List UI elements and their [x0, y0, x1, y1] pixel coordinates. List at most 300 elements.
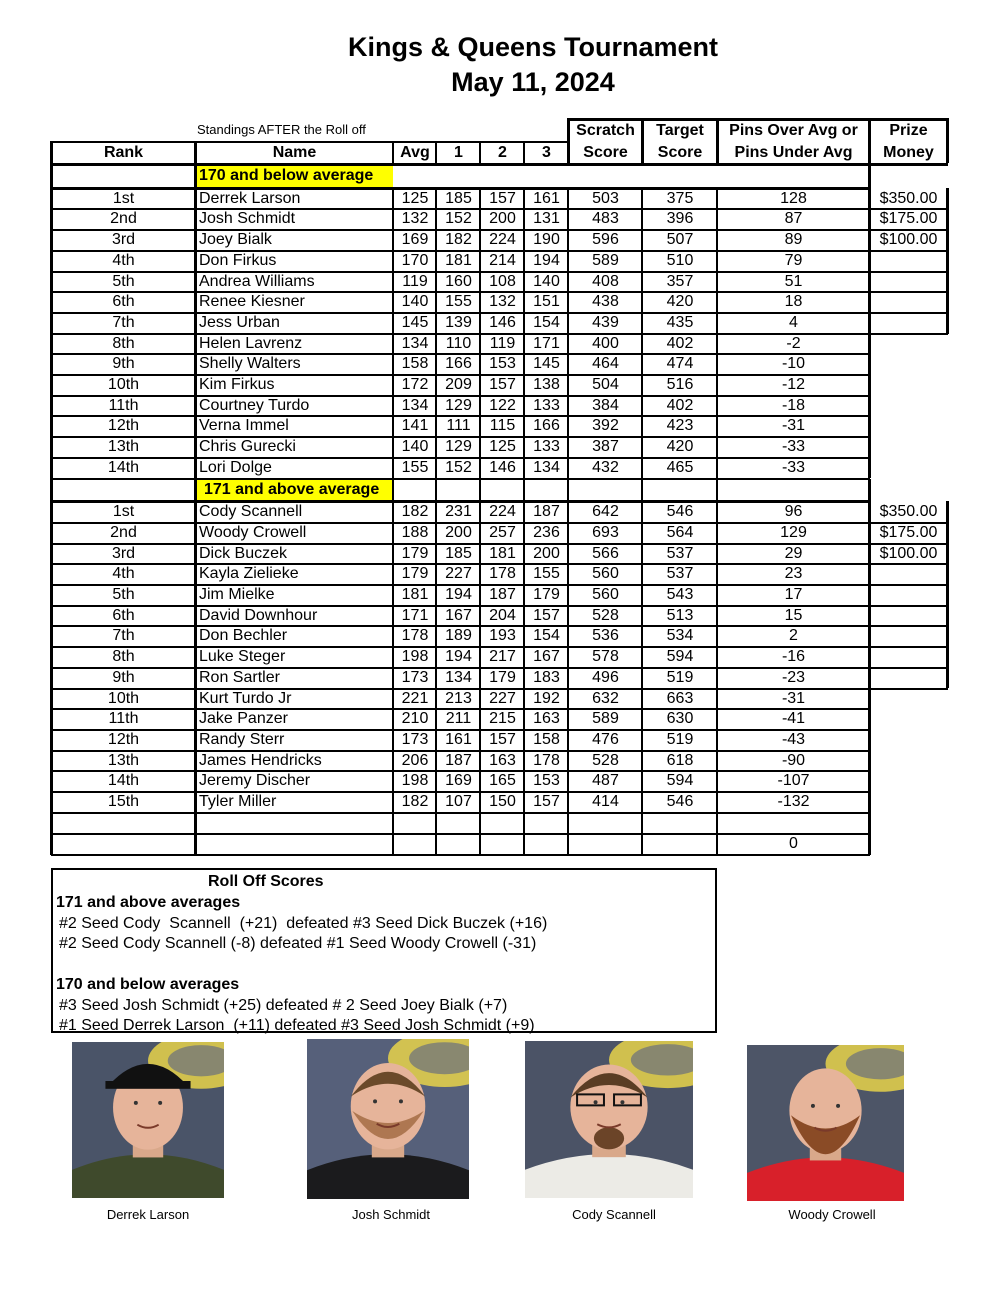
column-divider: [567, 415, 569, 437]
column-divider: [523, 312, 525, 334]
cell-rank: 8th: [112, 648, 135, 666]
cell-g3: 166: [533, 417, 560, 435]
cell-avg: 134: [401, 334, 429, 352]
column-divider: [716, 729, 718, 751]
column-divider: [567, 271, 569, 293]
cell-g1: 134: [445, 668, 472, 686]
cell-g1: 181: [445, 251, 472, 269]
column-divider: [392, 646, 394, 668]
column-divider: [392, 312, 394, 334]
prize-border: [946, 543, 949, 565]
column-divider: [868, 374, 871, 396]
prize-border: [946, 250, 949, 272]
cell-g1: 107: [445, 793, 472, 810]
cell-g2: 150: [489, 793, 516, 810]
row-divider: [435, 479, 437, 502]
cell-g3: 138: [533, 376, 560, 393]
column-divider: [479, 688, 481, 710]
column-divider: [194, 229, 197, 251]
cell-g3: 133: [533, 396, 560, 414]
prize-border: [946, 605, 949, 627]
column-divider: [567, 229, 569, 251]
column-divider: [435, 791, 437, 813]
column-divider: [435, 501, 437, 523]
column-divider: [194, 291, 197, 313]
cell-scratch: 496: [592, 668, 619, 686]
cell-avg: 198: [401, 648, 429, 666]
cell-target: 537: [666, 544, 694, 562]
cell-prize: [870, 668, 947, 689]
column-divider: [479, 646, 481, 668]
column-divider: [716, 208, 718, 230]
row-border: [51, 478, 870, 480]
cell-rank: 1st: [112, 189, 135, 207]
cell-rank: 7th: [112, 627, 135, 645]
column-divider: [479, 250, 481, 272]
cell-pins: -43: [781, 730, 806, 748]
column-divider: [641, 395, 643, 417]
column-header-prize: Money: [883, 144, 934, 161]
column-divider: [523, 229, 525, 251]
cell-scratch: 384: [592, 396, 619, 414]
cell-g2: 153: [489, 355, 516, 373]
cell-g3: 134: [533, 458, 560, 476]
cell-g3: 167: [533, 648, 560, 666]
column-divider: [641, 312, 643, 334]
column-divider: [392, 333, 394, 355]
column-divider: [392, 770, 394, 792]
column-divider: [479, 291, 481, 313]
cell-rank: 12th: [107, 730, 140, 748]
column-divider: [523, 563, 525, 585]
cell-name: Joey Bialk: [199, 231, 272, 249]
column-divider: [567, 188, 569, 210]
column-divider: [641, 208, 643, 230]
cell-name: Shelly Walters: [199, 355, 301, 373]
column-divider: [479, 229, 481, 251]
cell-g3: 154: [533, 313, 560, 331]
column-divider: [194, 188, 197, 210]
prize-border: [946, 229, 949, 251]
header-divider: [716, 118, 719, 163]
cell-rank: 5th: [112, 586, 135, 603]
column-divider: [194, 312, 197, 334]
cell-prize: [870, 313, 947, 334]
cell-pins: 29: [784, 544, 803, 562]
column-divider: [479, 188, 481, 210]
cell-g2: 132: [489, 293, 516, 311]
column-divider: [716, 501, 718, 523]
cell-prize: $175.00: [879, 210, 938, 228]
cell-g1: 139: [445, 313, 472, 331]
header-divider: [868, 118, 871, 163]
column-divider: [435, 770, 437, 792]
cell-g2: 224: [489, 503, 516, 521]
column-divider: [479, 667, 481, 689]
cell-target: 420: [666, 293, 694, 311]
column-divider: [868, 750, 871, 772]
column-divider: [479, 436, 481, 458]
column-divider: [194, 770, 197, 792]
cell-rank: 11th: [108, 396, 139, 414]
cell-g3: 154: [533, 627, 560, 645]
column-divider: [641, 501, 643, 523]
cell-g1: 200: [445, 523, 472, 541]
column-divider: [641, 353, 643, 375]
column-divider: [567, 353, 569, 375]
column-divider: [567, 833, 569, 855]
cell-g3: 157: [533, 606, 560, 624]
row-divider: [194, 479, 197, 501]
prize-border: [946, 584, 949, 606]
cell-g2: 224: [489, 231, 516, 249]
column-divider: [523, 625, 525, 647]
winner-photo: [747, 1045, 904, 1201]
cell-pins: -23: [781, 668, 806, 686]
column-divider: [868, 563, 871, 585]
column-divider: [641, 813, 643, 835]
column-divider: [716, 333, 718, 355]
cell-rank: 3rd: [111, 544, 136, 562]
column-divider: [523, 750, 525, 772]
column-divider: [523, 729, 525, 751]
cell-g3: 171: [533, 334, 560, 352]
column-divider: [479, 457, 481, 479]
cell-pins: 79: [784, 251, 803, 269]
cell-g3: 161: [533, 189, 560, 207]
cell-pins: -41: [781, 710, 806, 728]
column-divider: [641, 250, 643, 272]
column-divider: [567, 522, 569, 544]
column-divider: [435, 208, 437, 230]
column-divider: [435, 312, 437, 334]
column-divider: [523, 813, 525, 835]
column-divider: [435, 625, 437, 647]
column-divider: [194, 395, 197, 417]
header-divider: [946, 118, 949, 163]
winner-photo: [72, 1042, 224, 1198]
column-divider: [194, 436, 197, 458]
cell-g3: 158: [533, 730, 560, 748]
column-divider: [392, 584, 394, 606]
row-divider: [641, 479, 643, 502]
roll-off-section-heading: 170 and below averages: [56, 976, 240, 993]
column-divider: [392, 667, 394, 689]
prize-border: [946, 208, 949, 230]
cell-target: 546: [666, 503, 694, 521]
column-header-prize: Prize: [889, 122, 928, 139]
header-border: [567, 118, 948, 121]
cell-name: Kim Firkus: [199, 376, 275, 393]
cell-rank: 3rd: [111, 231, 136, 249]
column-divider: [194, 667, 197, 689]
cell-rank: 9th: [112, 355, 135, 373]
row-divider: [868, 165, 871, 188]
cell-pins: 18: [784, 293, 803, 311]
cell-scratch: 566: [592, 544, 619, 562]
column-divider: [194, 415, 197, 437]
column-divider: [435, 374, 437, 396]
column-header-pins: Pins Over Avg or: [729, 122, 858, 139]
cell-scratch: 589: [592, 251, 619, 269]
cell-rank: 14th: [107, 772, 140, 790]
cell-g2: 108: [489, 272, 516, 290]
cell-name: Tyler Miller: [199, 793, 277, 810]
column-divider: [194, 833, 197, 855]
column-divider: [868, 333, 871, 355]
column-divider: [868, 605, 871, 627]
column-divider: [567, 605, 569, 627]
column-divider: [194, 625, 197, 647]
column-divider: [392, 374, 394, 396]
cell-pins: -16: [781, 648, 806, 666]
cell-g1: 160: [445, 272, 472, 290]
column-header-rank: Rank: [103, 144, 144, 161]
cell-scratch: 438: [592, 293, 619, 311]
column-divider: [868, 436, 871, 458]
column-divider: [567, 436, 569, 458]
column-divider: [392, 250, 394, 272]
column-divider: [567, 395, 569, 417]
column-divider: [716, 374, 718, 396]
column-divider: [716, 688, 718, 710]
cell-target: 435: [666, 313, 694, 331]
page-title: Kings & Queens Tournament: [347, 32, 719, 62]
column-header-target: Target: [656, 122, 704, 139]
cell-pins: -10: [781, 355, 806, 373]
column-divider: [523, 708, 525, 730]
column-divider: [194, 646, 197, 668]
prize-border: [946, 646, 949, 668]
column-divider: [392, 708, 394, 730]
header-divider: [479, 141, 481, 163]
cell-avg: 179: [401, 544, 429, 562]
column-divider: [479, 625, 481, 647]
cell-pins: 51: [784, 272, 803, 290]
cell-name: Courtney Turdo: [199, 396, 310, 414]
column-divider: [523, 250, 525, 272]
column-divider: [523, 333, 525, 355]
column-divider: [716, 312, 718, 334]
cell-target: 423: [666, 417, 694, 435]
column-divider: [392, 436, 394, 458]
column-divider: [868, 415, 871, 437]
cell-target: 519: [666, 668, 694, 686]
cell-scratch: 589: [592, 710, 619, 728]
cell-target: 663: [666, 689, 694, 707]
cell-rank: 4th: [112, 565, 135, 583]
cell-avg: 173: [401, 730, 429, 748]
column-divider: [523, 271, 525, 293]
cell-pins: -107: [777, 772, 810, 790]
cell-name: Dick Buczek: [199, 544, 288, 562]
column-divider: [194, 457, 197, 479]
cell-name: David Downhour: [199, 606, 318, 624]
roll-off-result: #1 Seed Derrek Larson (+11) defeated #3 Seed Josh Schmidt (+9): [59, 1017, 535, 1034]
cell-target: 537: [666, 565, 694, 583]
cell-name: Ron Sartler: [199, 668, 280, 686]
column-divider: [392, 625, 394, 647]
column-divider: [479, 312, 481, 334]
cell-g2: 157: [489, 376, 516, 393]
column-divider: [868, 667, 871, 689]
cell-g1: 110: [445, 334, 472, 352]
prize-border: [946, 312, 949, 334]
column-divider: [392, 729, 394, 751]
cell-pins: 0: [789, 835, 798, 853]
column-divider: [392, 522, 394, 544]
column-divider: [716, 436, 718, 458]
cell-g2: 163: [489, 751, 516, 769]
column-divider: [567, 667, 569, 689]
column-divider: [641, 543, 643, 565]
cell-avg: 140: [401, 438, 429, 456]
column-divider: [194, 750, 197, 772]
cell-g3: 145: [533, 355, 560, 373]
cell-name: Kayla Zielieke: [199, 565, 299, 583]
column-divider: [392, 791, 394, 813]
cell-g2: 215: [489, 710, 516, 728]
cell-target: 510: [666, 251, 694, 269]
cell-pins: -31: [781, 417, 806, 435]
column-divider: [567, 646, 569, 668]
roll-off-result: #2 Seed Cody Scannell (+21) defeated #3 Seed Dick Buczek (+16): [59, 915, 548, 932]
winner-name-caption: Cody Scannell: [572, 1207, 656, 1222]
cell-rank: 7th: [112, 313, 135, 331]
cell-g3: 190: [533, 231, 560, 249]
cell-target: 534: [666, 627, 694, 645]
column-divider: [868, 395, 871, 417]
column-divider: [479, 605, 481, 627]
column-divider: [716, 415, 718, 437]
cell-g1: 187: [445, 751, 472, 769]
column-divider: [392, 353, 394, 375]
column-divider: [716, 457, 718, 479]
prize-border: [946, 667, 949, 689]
cell-g2: 157: [489, 189, 516, 207]
column-divider: [567, 208, 569, 230]
column-divider: [716, 395, 718, 417]
cell-pins: -18: [781, 396, 806, 414]
column-divider: [194, 605, 197, 627]
column-divider: [523, 646, 525, 668]
cell-scratch: 464: [592, 355, 619, 373]
column-divider: [716, 271, 718, 293]
cell-name: Derrek Larson: [199, 189, 301, 207]
column-divider: [868, 312, 871, 334]
column-divider: [868, 229, 871, 251]
cell-avg: 170: [401, 251, 429, 269]
column-divider: [716, 791, 718, 813]
column-divider: [567, 708, 569, 730]
column-divider: [567, 770, 569, 792]
column-divider: [716, 543, 718, 565]
column-divider: [868, 646, 871, 668]
column-divider: [194, 522, 197, 544]
column-divider: [479, 813, 481, 835]
column-divider: [194, 708, 197, 730]
cell-g3: 140: [533, 272, 560, 290]
roll-off-section-heading: 171 and above averages: [56, 894, 241, 911]
cell-g3: 200: [533, 544, 560, 562]
header-divider: [641, 118, 644, 163]
cell-target: 513: [666, 606, 694, 624]
cell-scratch: 560: [592, 565, 619, 583]
cell-target: 564: [666, 523, 694, 541]
column-divider: [567, 791, 569, 813]
column-divider: [435, 750, 437, 772]
cell-pins: 23: [784, 565, 803, 583]
column-divider: [435, 543, 437, 565]
cell-g2: 193: [489, 627, 516, 645]
cell-scratch: 536: [592, 627, 619, 645]
cell-avg: 134: [401, 396, 429, 414]
cell-name: Kurt Turdo Jr: [199, 689, 292, 707]
winner-photo: [525, 1041, 693, 1198]
cell-prize: [870, 251, 947, 272]
column-divider: [523, 543, 525, 565]
cell-scratch: 476: [592, 730, 619, 748]
row-divider: [479, 479, 481, 502]
column-divider: [479, 791, 481, 813]
cell-scratch: 578: [592, 648, 619, 666]
cell-rank: 10th: [107, 376, 140, 393]
row-divider: [716, 479, 718, 502]
cell-target: 474: [666, 355, 694, 373]
cell-prize: $175.00: [879, 523, 938, 541]
cell-target: 507: [666, 231, 694, 249]
column-divider: [479, 770, 481, 792]
column-divider: [479, 333, 481, 355]
column-divider: [716, 770, 718, 792]
cell-avg: 141: [401, 417, 429, 435]
cell-target: 420: [666, 438, 694, 456]
cell-avg: 198: [401, 772, 429, 790]
column-divider: [641, 605, 643, 627]
column-divider: [392, 833, 394, 855]
column-divider: [479, 708, 481, 730]
cell-g1: 209: [445, 376, 472, 393]
cell-g3: 194: [533, 251, 560, 269]
row-border: [51, 854, 870, 856]
column-divider: [716, 584, 718, 606]
cell-avg: 158: [401, 355, 429, 373]
winner-photo: [307, 1039, 469, 1199]
roll-off-scores-box: [51, 868, 717, 1033]
cell-avg: 178: [401, 627, 429, 645]
column-divider: [194, 584, 197, 606]
column-divider: [194, 271, 197, 293]
column-divider: [479, 501, 481, 523]
column-divider: [641, 770, 643, 792]
division-label: 171 and above average: [196, 480, 393, 501]
column-divider: [567, 374, 569, 396]
column-divider: [641, 646, 643, 668]
table-border: [50, 141, 53, 855]
column-divider: [868, 543, 871, 565]
column-divider: [716, 750, 718, 772]
column-divider: [523, 522, 525, 544]
cell-avg: 172: [401, 376, 429, 393]
cell-name: Don Firkus: [199, 251, 277, 269]
cell-scratch: 560: [592, 586, 619, 603]
column-divider: [716, 563, 718, 585]
header-divider: [435, 141, 437, 163]
column-divider: [641, 584, 643, 606]
roll-off-result: #3 Seed Josh Schmidt (+25) defeated # 2 Seed Joey Bialk (+7): [59, 997, 508, 1014]
cell-pins: 2: [789, 627, 798, 645]
cell-g1: 194: [445, 586, 472, 603]
